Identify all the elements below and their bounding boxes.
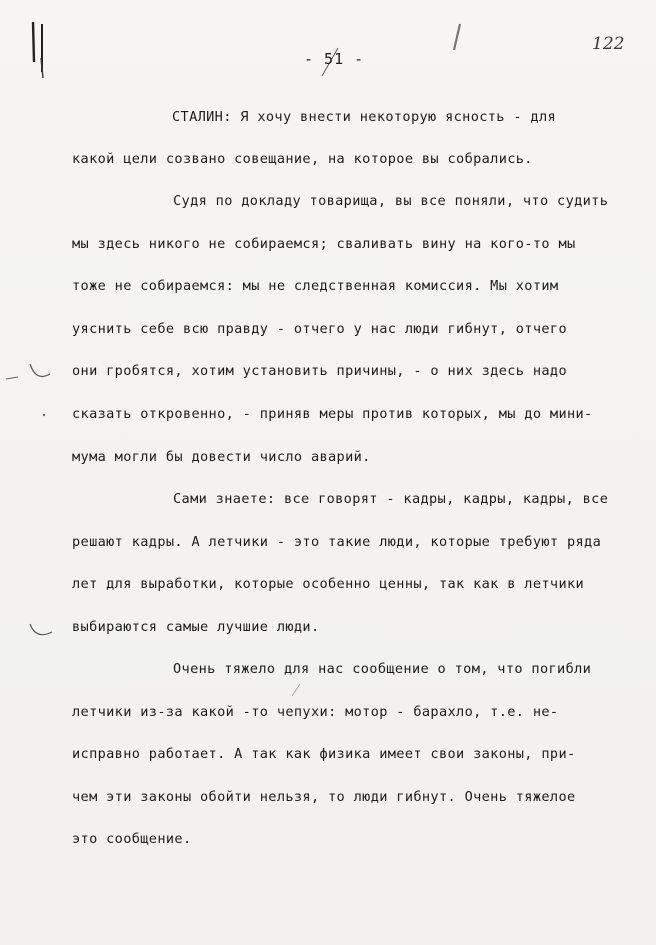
- text-line: СТАЛИН: Я хочу внести некоторую ясность - для: [172, 109, 557, 125]
- text-line: Сами знаете: все говорят - кадры, кадры, кадры, все: [173, 491, 609, 507]
- text-line: они гробятся, хотим установить причины, - о них здесь надо: [72, 363, 567, 379]
- pencil-stroke-mark: [446, 20, 466, 60]
- text-line: мы здесь никого не собираемся; сваливать вину на кого-то мы: [72, 236, 576, 252]
- text-line: Судя по докладу товарища, вы все поняли, что судить: [173, 193, 609, 209]
- faint-page-mark: [286, 682, 306, 702]
- text-line: сказать откровенно, - приняв меры против которых, мы до мини-: [72, 406, 593, 422]
- text-line: летчики из-за какой -то чепухи: мотор - барахло, т.е. не-: [72, 704, 559, 720]
- text-line: чем эти законы обойти нельзя, то люди гибнут. Очень тяжелое: [72, 789, 576, 805]
- text-line: какой цели созвано совещание, на которое вы собрались.: [72, 151, 533, 167]
- text-line: решают кадры. А летчики - это такие люди, которые требуют ряда: [72, 534, 602, 550]
- margin-dot-mark: [43, 414, 45, 416]
- binding-marks: [0, 0, 60, 945]
- text-line: выбираются самые лучшие люди.: [72, 619, 320, 635]
- text-line: лет для выработки, которые особенно ценны, так как в летчики: [72, 576, 585, 592]
- text-line: Очень тяжело для нас сообщение о том, что погибли: [173, 661, 592, 677]
- margin-dash-mark: [6, 377, 18, 379]
- text-line: уяснить себе всю правду - отчего у нас люди гибнут, отчего: [72, 321, 567, 337]
- binding-mark: [33, 22, 34, 62]
- margin-tick-mark: [30, 364, 50, 376]
- text-line: мума могли бы довести число аварий.: [72, 449, 371, 465]
- margin-tick-mark: [30, 624, 52, 635]
- text-line: тоже не собираемся: мы не следственная комиссия. Мы хотим: [72, 278, 559, 294]
- archive-page-number: 122: [592, 34, 625, 54]
- text-line: исправно работает. А так как физика имеет свои законы, при-: [72, 746, 576, 762]
- page-number: - 51 -: [304, 50, 365, 68]
- text-line: это сообщение.: [72, 831, 192, 847]
